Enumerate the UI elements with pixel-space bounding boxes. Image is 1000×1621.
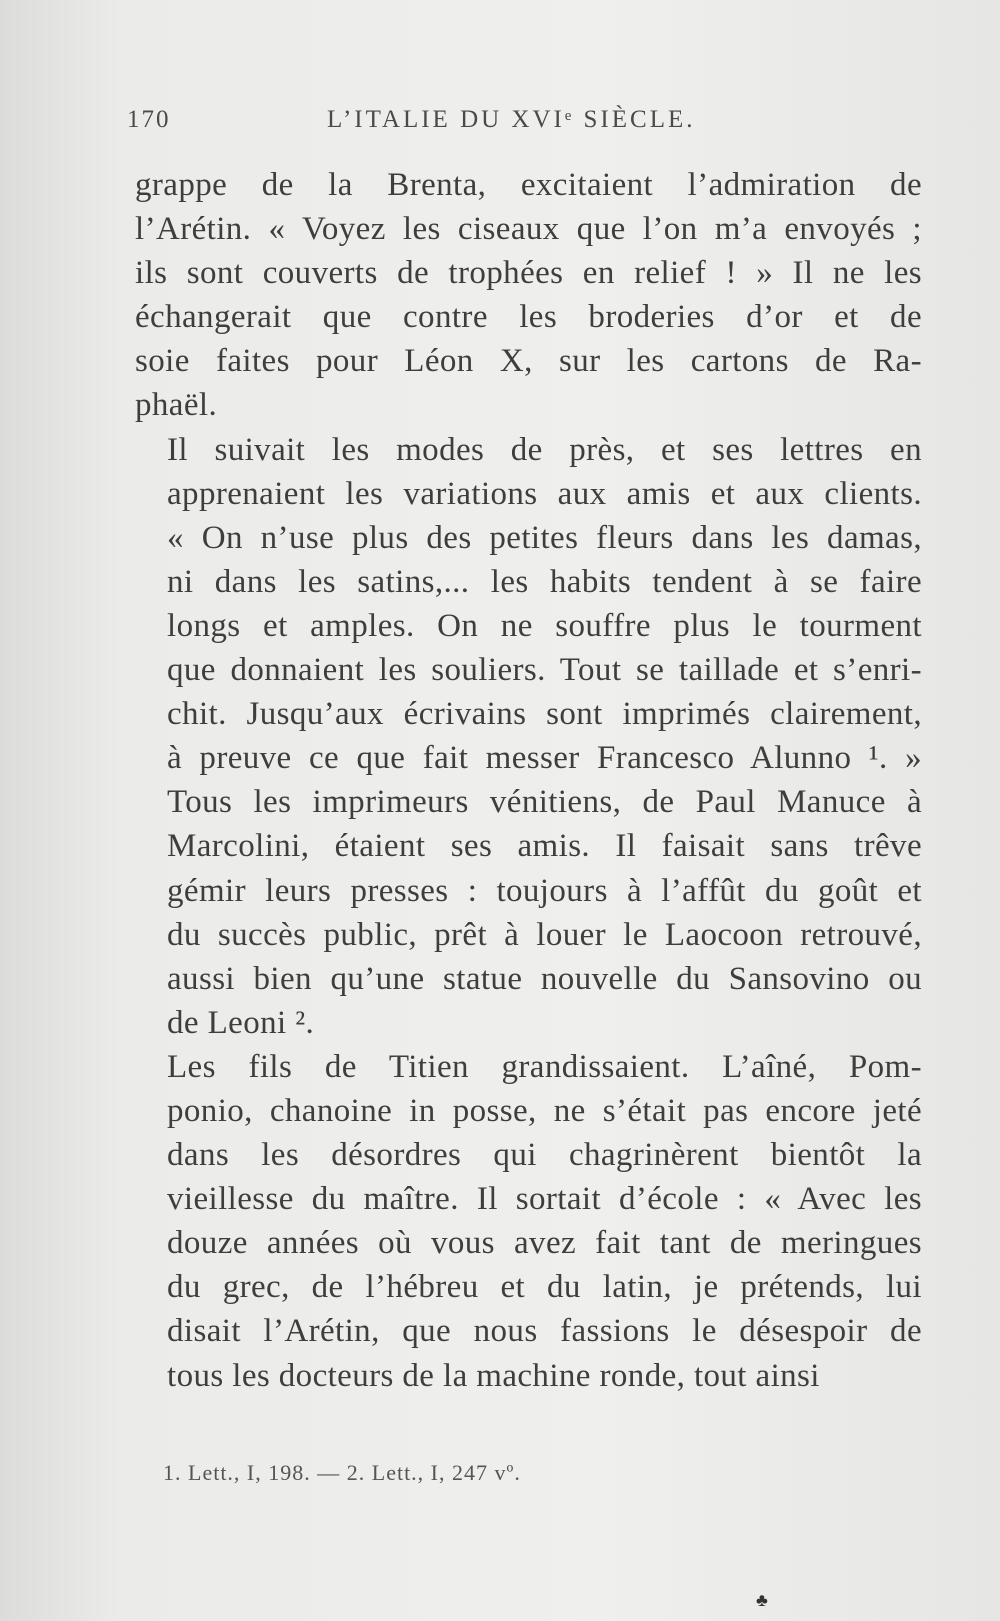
text-line: dans les désordres qui chagrinèrent bientôt la bbox=[167, 1137, 922, 1174]
text-line: chit. Jusqu’aux écrivains sont imprimés clairement, bbox=[167, 696, 922, 733]
printer-mark-icon: ♣ bbox=[756, 1590, 768, 1610]
text-line: de Leoni ². bbox=[167, 1004, 315, 1041]
text-line: apprenaient les variations aux amis et aux clients. bbox=[167, 475, 922, 512]
text-line: ponio, chanoine in posse, ne s’était pas encore jeté bbox=[167, 1092, 922, 1129]
text-line: ni dans les satins,... les habits tendent à se faire bbox=[167, 563, 922, 600]
text-line: du grec, de l’hébreu et du latin, je prétends, lui bbox=[167, 1269, 922, 1306]
text-line: longs et amples. On ne souffre plus le tourment bbox=[167, 607, 922, 644]
text-line: ils sont couverts de trophées en relief ! » Il ne les bbox=[135, 255, 922, 292]
text-line: douze années où vous avez fait tant de meringues bbox=[167, 1225, 922, 1262]
text-line: l’Arétin. « Voyez les ciseaux que l’on m’a envoyés ; bbox=[135, 211, 922, 248]
text-line: disait l’Arétin, que nous fassions le désespoir de bbox=[167, 1313, 922, 1350]
page-header bbox=[127, 106, 922, 142]
text-line: Les fils de Titien grandissaient. L’aîné, Pom- bbox=[167, 1048, 922, 1085]
paragraph bbox=[135, 428, 922, 1045]
text-line: vieillesse du maître. Il sortait d’école : « Avec les bbox=[167, 1181, 922, 1218]
text-line: aussi bien qu’une statue nouvelle du Sansovino ou bbox=[167, 960, 922, 997]
text-line: grappe de la Brenta, excitaient l’admiration de bbox=[135, 167, 922, 203]
footnotes: 1. Lett., I, 198. — 2. Lett., I, 247 vº. bbox=[163, 1460, 521, 1485]
text-line: tous les docteurs de la machine ronde, tout ainsi bbox=[167, 1357, 820, 1394]
text-line: échangerait que contre les broderies d’or et de bbox=[135, 299, 922, 336]
text-line: Marcolini, étaient ses amis. Il faisait sans trêve bbox=[167, 828, 922, 865]
running-title: L’ITALIE DU XVIᵉ SIÈCLE. bbox=[327, 106, 696, 133]
text-line: soie faites pour Léon X, sur les cartons de Ra- bbox=[135, 343, 922, 380]
paragraph bbox=[135, 1045, 922, 1398]
text-line: Il suivait les modes de près, et ses lettres en bbox=[167, 431, 922, 468]
paragraph bbox=[135, 163, 922, 428]
text-line: Tous les imprimeurs vénitiens, de Paul Manuce à bbox=[167, 784, 922, 821]
text-line: que donnaient les souliers. Tout se taillade et s’enri- bbox=[167, 652, 922, 689]
text-line: du succès public, prêt à louer le Laocoon retrouvé, bbox=[167, 916, 922, 953]
text-line: gémir leurs presses : toujours à l’affût du goût et bbox=[167, 872, 922, 909]
text-line: à preuve ce que fait messer Francesco Alunno ¹. » bbox=[167, 740, 922, 777]
text-line: phaël. bbox=[135, 387, 218, 424]
page-number: 170 bbox=[127, 106, 171, 133]
body-text bbox=[135, 163, 922, 1398]
text-line: « On n’use plus des petites fleurs dans les damas, bbox=[167, 519, 922, 556]
